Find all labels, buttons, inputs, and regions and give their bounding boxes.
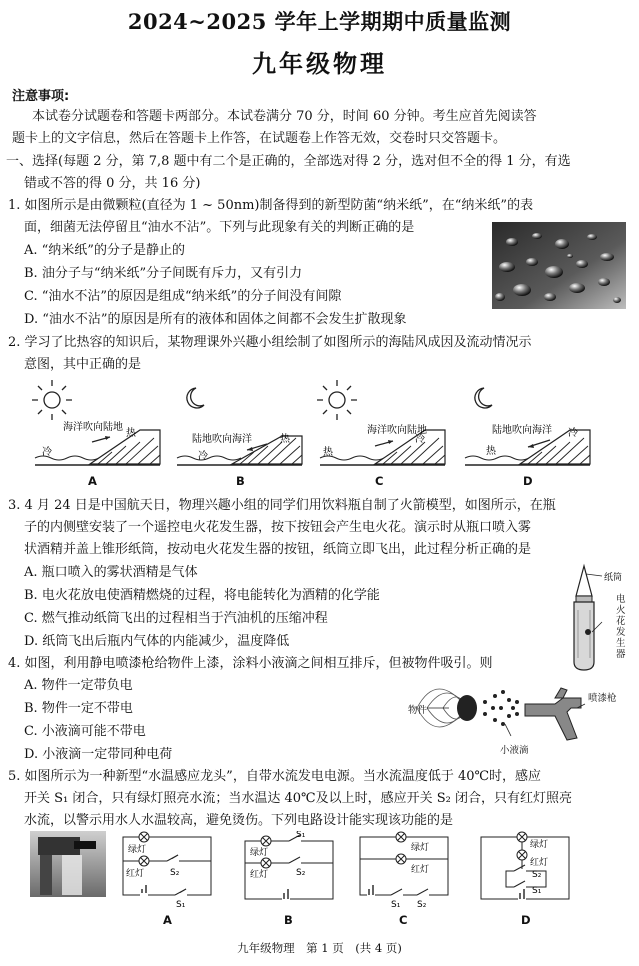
q4-option-b: B. 物件一定不带电 — [24, 701, 133, 716]
panel-d-left: 热 — [486, 446, 496, 457]
q3-option-d: D. 纸筒飞出后瓶内气体的内能减少，温度降低 — [24, 634, 290, 649]
lamp-icon — [396, 854, 406, 864]
notice-heading: 注意事项: — [12, 89, 70, 104]
circuit-d — [476, 831, 574, 913]
sun-icon — [32, 380, 72, 420]
panel-d-right: 冷 — [568, 428, 578, 439]
circuit-c — [355, 831, 453, 913]
panel-d-wind: 陆地吹向海洋 — [492, 425, 552, 436]
q3-option-a: A. 瓶口喷入的雾状酒精是气体 — [24, 565, 198, 580]
rocket-label-generator: 电火花发生器 — [616, 594, 626, 660]
section-heading-2: 错或不答的得 0 分，共 16 分) — [24, 176, 201, 191]
nano-paper-photo — [492, 222, 626, 309]
rocket-label-tube: 纸筒 — [604, 573, 623, 583]
svg-text:S₁: S₁ — [391, 900, 401, 910]
sea-breeze-panel-b — [172, 378, 307, 473]
sea-breeze-panel-a — [30, 378, 165, 473]
q5-stem-1: 5. 如图所示为一种新型“水温感应龙头”，自带水流发电电源。当水流温度低于 40℃时，感应 — [8, 769, 542, 784]
svg-text:S₂: S₂ — [532, 870, 542, 880]
panel-a-left: 冷 — [42, 447, 52, 458]
svg-text:S₁: S₁ — [176, 900, 186, 910]
svg-text:S₁: S₁ — [532, 886, 542, 896]
page-footer: 九年级物理 第 1 页 (共 4 页) — [237, 941, 402, 955]
svg-text:S₁: S₁ — [296, 831, 306, 840]
q1-option-c: C. “油水不沾”的原因是组成“纳米纸”的分子间没有间隙 — [24, 289, 342, 304]
q4-option-c: C. 小液滴可能不带电 — [24, 724, 146, 739]
panel-c-label: C — [375, 474, 384, 488]
q1-stem-1: 1. 如图所示是由微颗粒(直径为 1 ~ 50nm)制备得到的新型防菌“纳米纸”，在“纳米纸”的表 — [8, 198, 534, 213]
svg-text:红灯: 红灯 — [250, 870, 269, 880]
q3-stem-3: 状酒精并盖上锥形纸筒，按动电火花发生器的按钮，纸筒立即飞出，此过程分析正确的是 — [24, 542, 532, 557]
panel-b-left: 冷 — [198, 451, 208, 462]
svg-text:S₂: S₂ — [170, 868, 180, 878]
q3-stem-1: 3. 4 月 24 日是中国航天日，物理兴趣小组的同学们用饮料瓶自制了火箭模型，如图所示，在瓶 — [8, 498, 556, 513]
lamp-icon — [139, 856, 149, 866]
circuit-a — [118, 831, 216, 913]
lamp-icon — [139, 832, 149, 842]
sun-icon — [317, 380, 357, 420]
panel-c-right: 冷 — [415, 434, 425, 445]
svg-text:绿灯: 绿灯 — [411, 843, 430, 853]
spray-label-object: 物件 — [408, 705, 428, 716]
sea-breeze-panel-d — [460, 378, 595, 473]
lamp-icon — [396, 832, 406, 842]
circuit-a-label: A — [163, 913, 172, 927]
circuit-b — [240, 831, 338, 913]
q3-option-c: C. 燃气推动纸筒飞出的过程相当于汽油机的压缩冲程 — [24, 611, 328, 626]
q4-option-d: D. 小液滴一定带同种电荷 — [24, 747, 173, 762]
circuit-b-label: B — [284, 913, 293, 927]
notice-line-2: 题卡上的文字信息，然后在答题卡上作答，在试题卷上作答无效，交卷时只交答题卡。 — [12, 131, 507, 146]
svg-text:S₂: S₂ — [296, 868, 306, 878]
panel-a-wind: 海洋吹向陆地 — [63, 422, 123, 433]
svg-text:S₂: S₂ — [417, 900, 427, 910]
lamp-icon — [261, 858, 271, 868]
q1-option-a: A. “纳米纸”的分子是静止的 — [24, 243, 185, 258]
panel-c-wind: 海洋吹向陆地 — [367, 425, 427, 436]
q1-stem-2: 面，细菌无法停留且“油水不沾”。下列与此现象有关的判断正确的是 — [24, 220, 415, 235]
moon-icon — [475, 388, 492, 408]
q4-stem-1: 4. 如图，利用静电喷漆枪给物件上漆，涂料小液滴之间相互排斥，但被物件吸引。则 — [8, 656, 493, 671]
svg-text:红灯: 红灯 — [411, 865, 430, 875]
circuit-c-label: C — [399, 913, 408, 927]
notice-line-1: 本试卷分试题卷和答题卡两部分。本试卷满分 70 分，时间 60 分钟。考生应首先阅读答 — [32, 109, 537, 124]
svg-text:绿灯: 绿灯 — [530, 840, 549, 850]
sea-breeze-panel-c — [315, 378, 450, 473]
faucet-photo — [30, 831, 106, 897]
svg-text:红灯: 红灯 — [530, 858, 549, 868]
q2-stem-2: 意图，其中正确的是 — [24, 357, 142, 372]
circuit-d-label: D — [521, 913, 531, 927]
panel-c-left: 热 — [323, 447, 333, 458]
q5-stem-3: 水流，以警示用水人水温较高，避免烫伤。下列电路设计能实现该功能的是 — [24, 813, 454, 828]
q3-stem-2: 子的内侧壁安装了一个遥控电火花发生器，按下按钮会产生电火花。演示时从瓶口喷入雾 — [24, 520, 532, 535]
moon-icon — [187, 388, 204, 408]
lamp-icon — [517, 832, 527, 842]
panel-b-right: 热 — [280, 434, 290, 445]
panel-d-label: D — [523, 474, 533, 488]
lamp-icon — [261, 836, 271, 846]
q3-option-b: B. 电火花放电使酒精燃烧的过程，将电能转化为酒精的化学能 — [24, 588, 380, 603]
q5-stem-2: 开关 S₁ 闭合，只有绿灯照亮水流；当水温达 40℃及以上时，感应开关 S₂ 闭合，只有红灯照亮 — [24, 791, 572, 806]
spray-label-gun: 喷漆枪 — [588, 693, 617, 704]
section-heading-1: 一、选择(每题 2 分，第 7,8 题中有二个是正确的，全部选对得 2 分，选对但不全的得 1 分，有选 — [6, 154, 571, 169]
panel-a-right: 热 — [126, 428, 136, 439]
q2-stem-1: 2. 学习了比热容的知识后，某物理课外兴趣小组绘制了如图所示的海陆风成因及流动情况示 — [8, 335, 532, 350]
lamp-icon — [517, 850, 527, 860]
q4-option-a: A. 物件一定带负电 — [24, 678, 133, 693]
q1-option-d: D. “油水不沾”的原因是所有的液体和固体之间都不会发生扩散现象 — [24, 312, 407, 327]
panel-b-label: B — [236, 474, 245, 488]
panel-b-wind: 陆地吹向海洋 — [192, 434, 252, 445]
exam-title: 2024~2025 学年上学期期中质量监测 — [127, 9, 512, 34]
svg-text:红灯: 红灯 — [126, 869, 145, 879]
exam-subject: 九年级物理 — [252, 49, 387, 78]
svg-text:绿灯: 绿灯 — [128, 845, 147, 855]
panel-a-label: A — [88, 474, 97, 488]
q1-option-b: B. 油分子与“纳米纸”分子间既有斥力，又有引力 — [24, 266, 303, 281]
svg-text:绿灯: 绿灯 — [250, 848, 269, 858]
spray-label-droplets: 小液滴 — [500, 745, 529, 756]
